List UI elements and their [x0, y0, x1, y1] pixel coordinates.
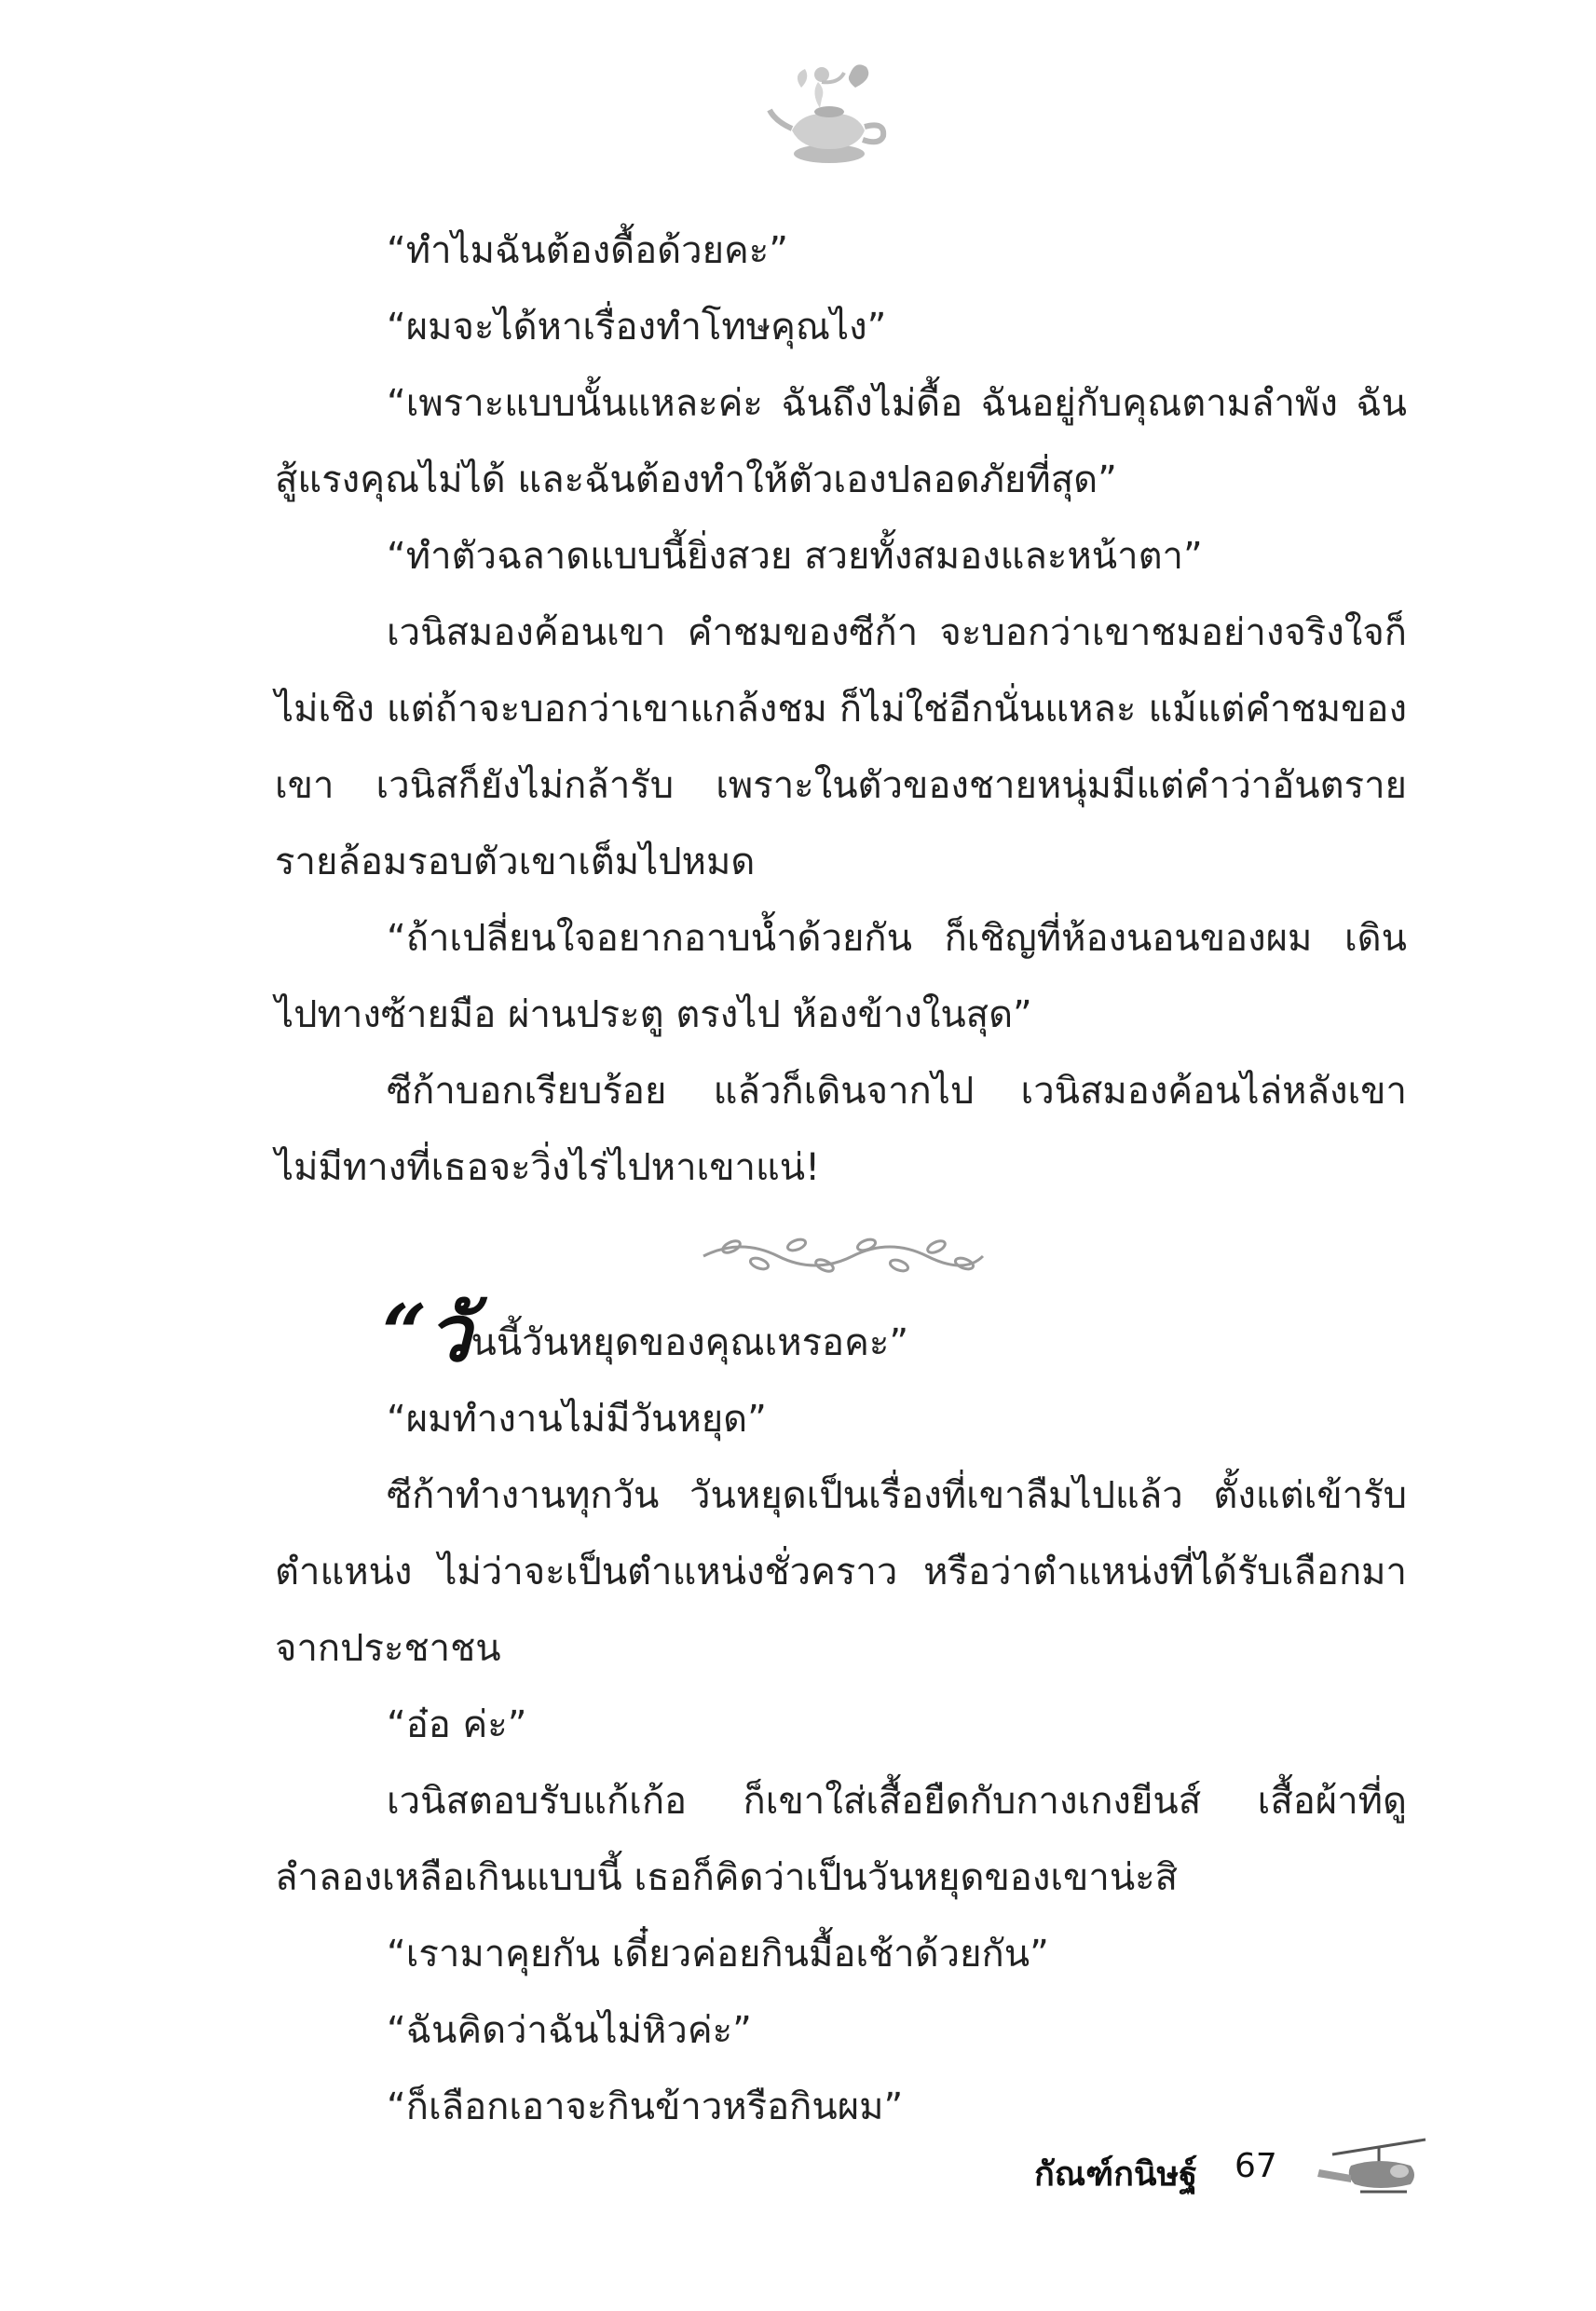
paragraph: “ฉันคิดว่าฉันไม่หิวค่ะ”: [387, 2009, 752, 2052]
paragraph: เวนิสตอบรับแก้เก้อ ก็เขาใส่เสื้อยืดกับกางเกงยีนส์ เสื้อผ้าที่ดูลำลองเหลือเกินแบบนี้ เธอก็คิดว่าเป็นวันหยุดของเขาน่ะสิ: [275, 1780, 1407, 1899]
text-section-2: [275, 1287, 1407, 2145]
opening-paragraph-text: นนี้วันหยุดของคุณเหรอคะ”: [471, 1321, 909, 1364]
paragraph: “ก็เลือกเอาจะกินข้าวหรือกินผม”: [387, 2085, 904, 2128]
paragraph: “ผมจะได้หาเรื่องทำโทษคุณไง”: [387, 306, 887, 349]
paragraph: ซีก้าบอกเรียบร้อย แล้วก็เดินจากไป เวนิสมองค้อนไล่หลังเขา ไม่มีทางที่เธอจะวิ่งไร่ไปหาเขาแน่!: [275, 1070, 1407, 1189]
paragraph: “เพราะแบบนั้นแหละค่ะ ฉันถึงไม่ดื้อ ฉันอยู่กับคุณตามลำพัง ฉันสู้แรงคุณไม่ได้ และฉันต้องทำให้ตัวเองปลอดภัยที่สุด”: [275, 382, 1407, 501]
author-name: กัณฑ์กนิษฐ์: [1034, 2155, 1198, 2194]
paragraph: “ถ้าเปลี่ยนใจอยากอาบน้ำด้วยกัน ก็เชิญที่ห้องนอนของผม เดินไปทางซ้ายมือ ผ่านประตู ตรงไป ห้องข้างในสุด”: [275, 917, 1407, 1036]
page-footer: [969, 2134, 1453, 2208]
text-section-1: [275, 212, 1407, 1206]
paragraph: “ผมทำงานไม่มีวันหยุด”: [387, 1398, 767, 1441]
paragraph: เวนิสมองค้อนเขา คำชมของซีก้า จะบอกว่าเขาชมอย่างจริงใจก็ไม่เชิง แต่ถ้าจะบอกว่าเขาแกล้งชม ก็ไม่ใช่อีกนั่นแหละ แม้แต่คำชมของเขา เวนิสก็ยังไม่กล้ารับ เพราะในตัวของชายหนุ่มมีแต่คำว่าอันตรายรายล้อมรอบตัวเขาเต็มไปหมด: [275, 611, 1407, 883]
paragraph: “อ๋อ ค่ะ”: [387, 1703, 527, 1746]
drop-cap: “วั: [382, 1287, 471, 1379]
opening-paragraph: [275, 1287, 1407, 1381]
genie-lamp-cupid-icon: [764, 56, 894, 177]
vine-divider-icon: [694, 1228, 992, 1280]
page-number: 67: [1235, 2147, 1277, 2185]
helicopter-icon: [1314, 2134, 1435, 2208]
paragraph: ซีก้าทำงานทุกวัน วันหยุดเป็นเรื่องที่เขาลืมไปแล้ว ตั้งแต่เข้ารับตำแหน่ง ไม่ว่าจะเป็นตำแหน่งชั่วคราว หรือว่าตำแหน่งที่ได้รับเลือกมาจากประชาชน: [275, 1474, 1407, 1670]
paragraph: “ทำตัวฉลาดแบบนี้ยิ่งสวย สวยทั้งสมองและหน้าตา”: [387, 535, 1203, 578]
paragraph: “เรามาคุยกัน เดี๋ยวค่อยกินมื้อเช้าด้วยกัน”: [387, 1933, 1049, 1976]
paragraph: “ทำไมฉันต้องดื้อด้วยคะ”: [387, 229, 788, 272]
